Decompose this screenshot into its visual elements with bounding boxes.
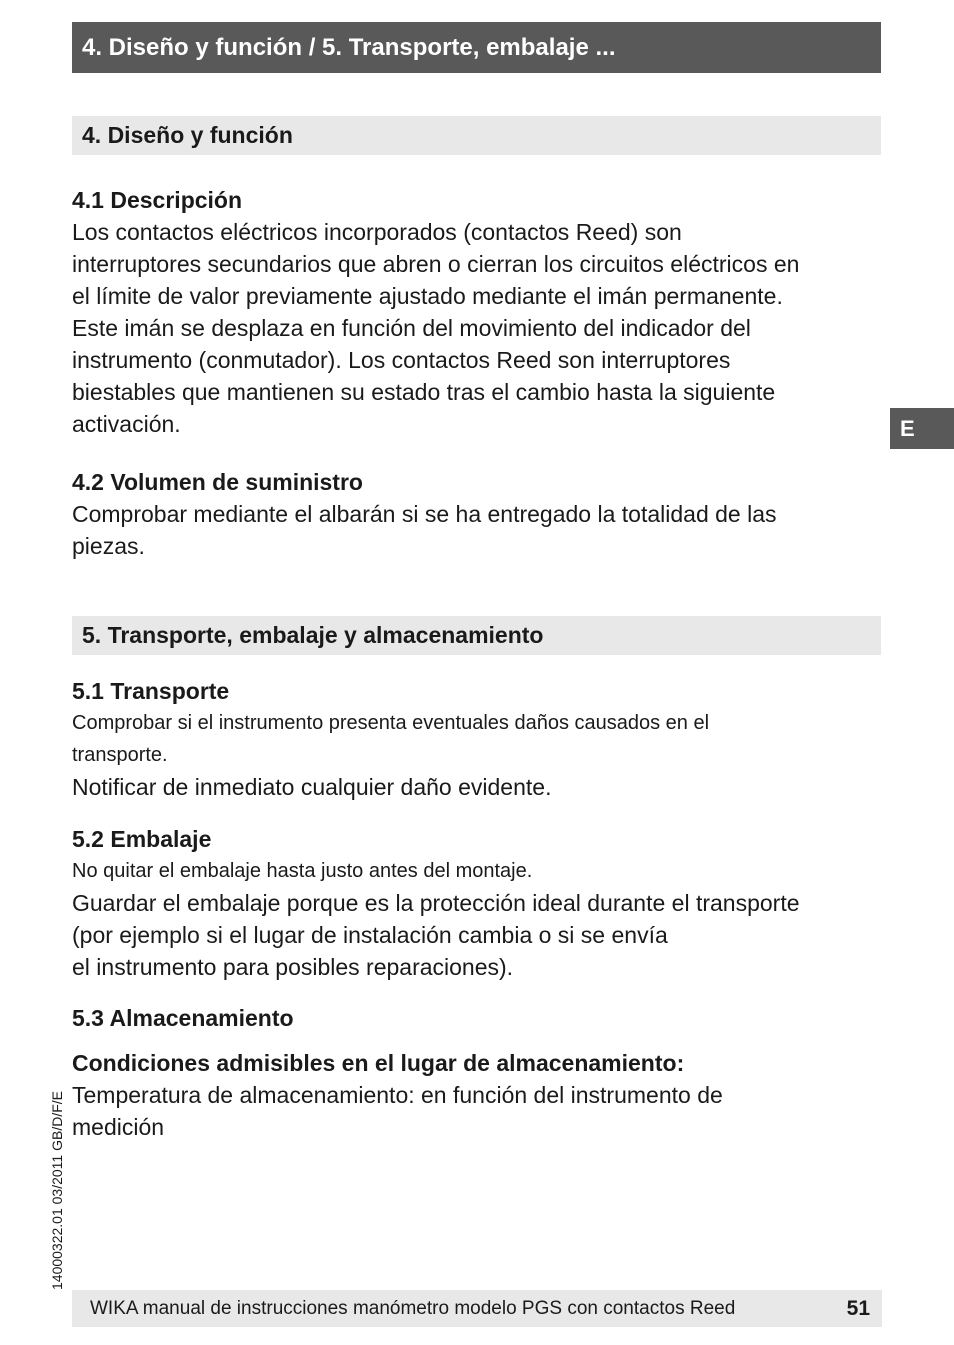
section-5-title: 5. Transporte, embalaje y almacenamiento [72, 616, 881, 655]
paragraph-line: piezas. [72, 533, 145, 559]
paragraph-line: Comprobar mediante el albarán si se ha entregado la totalidad de las [72, 501, 777, 527]
heading-4-2: 4.2 Volumen de suministro [72, 469, 363, 495]
heading-5-2: 5.2 Embalaje [72, 826, 212, 852]
paragraph-line: Este imán se desplaza en función del movimiento del indicador del [72, 315, 751, 341]
paragraph-line: el límite de valor previamente ajustado mediante el imán permanente. [72, 283, 783, 309]
section-5-1 [72, 675, 884, 803]
paragraph-line: Los contactos eléctricos incorporados (contactos Reed) son [72, 219, 682, 245]
paragraph-line: biestables que mantienen su estado tras el cambio hasta la siguiente [72, 379, 776, 405]
section-4-title: 4. Diseño y función [72, 116, 881, 155]
section-4-2 [72, 466, 884, 562]
paragraph-line: activación. [72, 411, 181, 437]
page-footer [72, 1290, 882, 1327]
paragraph-line: Temperatura de almacenamiento: en función del instrumento de [72, 1082, 723, 1108]
footer-text: WIKA manual de instrucciones manómetro modelo PGS con contactos Reed [90, 1298, 736, 1319]
paragraph-line: medición [72, 1114, 165, 1140]
paragraph-line: No quitar el embalaje hasta justo antes del montaje. [72, 860, 533, 882]
section-4-1 [72, 184, 884, 440]
section-5-2 [72, 823, 884, 983]
document-code: 14000322.01 03/2011 GB/D/F/E [49, 1091, 65, 1290]
language-tab: E [890, 408, 954, 449]
heading-5-1: 5.1 Transporte [72, 678, 230, 704]
paragraph-line: Guardar el embalaje porque es la protección ideal durante el transporte [72, 890, 800, 916]
paragraph-line: interruptores secundarios que abren o cierran los circuitos eléctricos en [72, 251, 800, 277]
paragraph-line: el instrumento para posibles reparaciones). [72, 954, 514, 980]
heading-5-3: 5.3 Almacenamiento [72, 1005, 294, 1031]
paragraph-line: Comprobar si el instrumento presenta eventuales daños causados en el [72, 712, 710, 734]
paragraph-line: transporte. [72, 744, 168, 766]
heading-4-1: 4.1 Descripción [72, 187, 243, 213]
section-5-3 [72, 1002, 884, 1143]
paragraph-line: instrumento (conmutador). Los contactos Reed son interruptores [72, 347, 731, 373]
page-number: 51 [846, 1297, 870, 1320]
storage-conditions-heading: Condiciones admisibles en el lugar de almacenamiento: [72, 1050, 685, 1076]
paragraph-line: Notificar de inmediato cualquier daño evidente. [72, 774, 552, 800]
paragraph-line: (por ejemplo si el lugar de instalación cambia o si se envía [72, 922, 668, 948]
page-header-title: 4. Diseño y función / 5. Transporte, embalaje ... [72, 22, 881, 73]
